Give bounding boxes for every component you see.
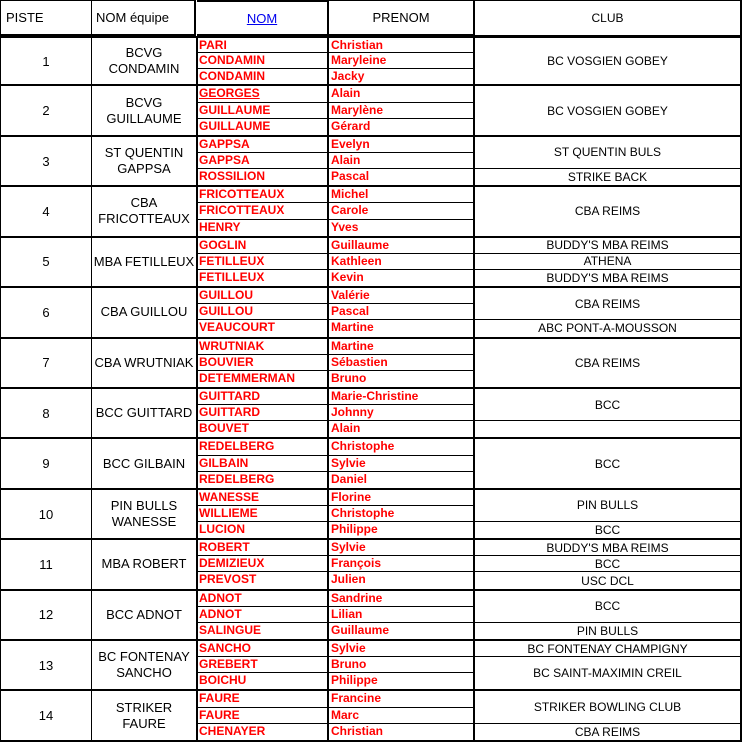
piste-number: 14 (1, 691, 92, 739)
team-group (0, 691, 742, 741)
player-nom: WRUTNIAK (197, 339, 329, 355)
club-cell: USC DCL (581, 573, 634, 588)
player-prenom: Yves (329, 220, 475, 236)
team-name: BCC ADNOT (92, 591, 198, 639)
player-nom: DETEMMERMAN (197, 371, 329, 387)
player-nom: BOUVET (197, 421, 329, 437)
header-piste: PISTE (0, 0, 92, 36)
club-cell: BUDDY'S MBA REIMS (475, 238, 740, 254)
player-nom: FETILLEUX (197, 254, 329, 270)
club-cell: STRIKER BOWLING CLUB (475, 691, 740, 723)
player-prenom: Francine (329, 691, 475, 707)
player-prenom: Kevin (329, 270, 475, 286)
player-prenom: Philippe (329, 522, 475, 538)
player-prenom: Christian (329, 724, 475, 740)
player-prenom: Marie-Christine (329, 389, 475, 405)
piste-number: 6 (1, 288, 92, 336)
club-cell: BUDDY'S MBA REIMS (546, 271, 669, 286)
player-prenom: Sylvie (329, 641, 475, 657)
player-prenom: Jacky (329, 69, 475, 84)
piste-number: 12 (1, 591, 92, 639)
player-prenom: Christophe (329, 439, 475, 455)
piste-number: 5 (1, 238, 92, 286)
club-cell: ST QUENTIN BULS (475, 137, 740, 169)
player-prenom: Maryleine (329, 53, 475, 68)
piste-number: 3 (1, 137, 92, 185)
team-name: PIN BULLS WANESSE (92, 490, 198, 538)
player-prenom: Michel (329, 187, 475, 203)
player-nom: ADNOT (197, 607, 329, 623)
club-cell: BUDDY'S MBA REIMS (475, 540, 740, 556)
club-cell: PIN BULLS (576, 623, 639, 638)
player-nom: DEMIZIEUX (197, 556, 329, 572)
player-nom: FRICOTTEAUX (197, 203, 329, 219)
player-nom: FETILLEUX (197, 270, 329, 286)
player-nom: GAPPSA (197, 153, 329, 169)
player-nom: WANESSE (197, 490, 329, 506)
team-group (0, 339, 742, 389)
player-prenom: Martine (329, 320, 475, 336)
team-group (0, 641, 742, 691)
player-prenom: Sandrine (329, 591, 475, 607)
piste-number: 8 (1, 389, 92, 437)
player-prenom: Christophe (329, 506, 475, 522)
player-prenom: Bruno (329, 657, 475, 673)
club-cell: BCC (594, 456, 621, 471)
header-nom (197, 0, 329, 36)
player-nom: ADNOT (197, 591, 329, 607)
club-cell: CBA REIMS (574, 355, 641, 370)
player-prenom: Alain (329, 153, 475, 169)
club-cell: BC SAINT-MAXIMIN CREIL (533, 666, 682, 681)
player-nom: FRICOTTEAUX (197, 187, 329, 203)
club-cell: BC VOSGIEN GOBEY (547, 54, 668, 69)
player-prenom: Pascal (329, 304, 475, 320)
team-name: CBA FRICOTTEAUX (92, 187, 198, 235)
player-prenom: Lilian (329, 607, 475, 623)
header-club: CLUB (475, 0, 742, 36)
player-nom: LUCION (197, 522, 329, 538)
player-prenom: Sylvie (329, 456, 475, 472)
piste-number: 13 (1, 641, 92, 689)
club-cell: BC VOSGIEN GOBEY (547, 103, 668, 118)
piste-number: 11 (1, 540, 92, 588)
player-prenom: Gérard (329, 119, 475, 135)
player-nom: GUILLOU (197, 304, 329, 320)
player-nom: GOGLIN (197, 238, 329, 254)
player-nom: CONDAMIN (197, 69, 329, 84)
team-group (0, 137, 742, 187)
player-prenom: Julien (329, 572, 475, 588)
piste-number: 7 (1, 339, 92, 387)
team-name: BC FONTENAY SANCHO (92, 641, 198, 689)
team-group (0, 389, 742, 439)
team-table-body (0, 36, 742, 742)
club-cell: BCC (475, 556, 740, 572)
team-name: MBA ROBERT (92, 540, 198, 588)
player-prenom: Marc (329, 708, 475, 724)
player-nom: GREBERT (197, 657, 329, 673)
piste-number: 1 (1, 38, 92, 84)
player-prenom: Kathleen (329, 254, 475, 270)
club-cell (475, 421, 740, 437)
piste-number: 4 (1, 187, 92, 235)
player-prenom: Johnny (329, 405, 475, 421)
club-cell: BCC (475, 591, 740, 623)
club-cell: BCC (475, 389, 740, 421)
player-nom: REDELBERG (197, 472, 329, 488)
player-prenom: Guillaume (329, 623, 475, 639)
piste-number: 2 (1, 86, 92, 134)
player-nom: SALINGUE (197, 623, 329, 639)
team-name: BCVG CONDAMIN (92, 38, 198, 84)
player-nom: PARI (197, 38, 329, 53)
team-name: BCC GILBAIN (92, 439, 198, 487)
team-group (0, 591, 742, 641)
club-cell: PIN BULLS (475, 490, 740, 522)
player-nom: SANCHO (197, 641, 329, 657)
player-nom: ROSSILION (197, 169, 329, 185)
player-prenom: Valérie (329, 288, 475, 304)
club-cell: ATHENA (475, 254, 740, 270)
player-nom: FAURE (197, 708, 329, 724)
team-name: BCVG GUILLAUME (92, 86, 198, 134)
team-name: STRIKER FAURE (92, 691, 198, 739)
club-cell: CBA REIMS (475, 288, 740, 320)
player-nom: VEAUCOURT (197, 320, 329, 336)
player-nom: ROBERT (197, 540, 329, 556)
header-prenom: PRENOM (329, 0, 475, 36)
player-nom: GUILLOU (197, 288, 329, 304)
player-prenom: Florine (329, 490, 475, 506)
player-nom: GUILLAUME (197, 119, 329, 135)
player-nom: CHENAYER (197, 724, 329, 740)
player-nom: CONDAMIN (197, 53, 329, 68)
player-prenom: Evelyn (329, 137, 475, 153)
player-nom: GUITTARD (197, 389, 329, 405)
player-prenom: Guillaume (329, 238, 475, 254)
team-group (0, 439, 742, 489)
player-nom: GEORGES (197, 86, 329, 102)
player-prenom: François (329, 556, 475, 572)
club-cell: CBA REIMS (574, 724, 641, 739)
piste-number: 9 (1, 439, 92, 487)
team-name: ST QUENTIN GAPPSA (92, 137, 198, 185)
club-cell: STRIKE BACK (567, 170, 648, 185)
team-group (0, 490, 742, 540)
player-prenom: Daniel (329, 472, 475, 488)
player-prenom: Carole (329, 203, 475, 219)
team-group (0, 288, 742, 338)
player-nom: GILBAIN (197, 456, 329, 472)
player-nom: WILLIEME (197, 506, 329, 522)
player-prenom: Philippe (329, 673, 475, 689)
player-prenom: Bruno (329, 371, 475, 387)
player-nom: FAURE (197, 691, 329, 707)
player-prenom: Alain (329, 421, 475, 437)
team-name: BCC GUITTARD (92, 389, 198, 437)
team-group (0, 86, 742, 136)
player-prenom: Sébastien (329, 355, 475, 371)
player-nom: GAPPSA (197, 137, 329, 153)
player-nom: REDELBERG (197, 439, 329, 455)
player-prenom: Christian (329, 38, 475, 53)
team-name: MBA FETILLEUX (92, 238, 198, 286)
player-nom: GUITTARD (197, 405, 329, 421)
player-prenom: Marylène (329, 103, 475, 119)
club-cell: ABC PONT-A-MOUSSON (538, 321, 677, 336)
team-group (0, 36, 742, 86)
team-name: CBA WRUTNIAK (92, 339, 198, 387)
player-prenom: Pascal (329, 169, 475, 185)
player-prenom: Sylvie (329, 540, 475, 556)
club-cell: BC FONTENAY CHAMPIGNY (475, 641, 740, 657)
player-prenom: Martine (329, 339, 475, 355)
player-nom: BOICHU (197, 673, 329, 689)
team-name: CBA GUILLOU (92, 288, 198, 336)
player-nom: HENRY (197, 220, 329, 236)
header-nom-sort-link[interactable]: NOM (246, 10, 278, 26)
player-nom: BOUVIER (197, 355, 329, 371)
team-group (0, 540, 742, 590)
team-group (0, 187, 742, 237)
player-prenom: Alain (329, 86, 475, 102)
piste-number: 10 (1, 490, 92, 538)
player-nom: GUILLAUME (197, 103, 329, 119)
club-cell: BCC (594, 523, 621, 538)
header-nom-equipe: NOM équipe (92, 0, 196, 36)
player-nom: PREVOST (197, 572, 329, 588)
club-cell: CBA REIMS (574, 204, 641, 219)
team-group (0, 238, 742, 288)
